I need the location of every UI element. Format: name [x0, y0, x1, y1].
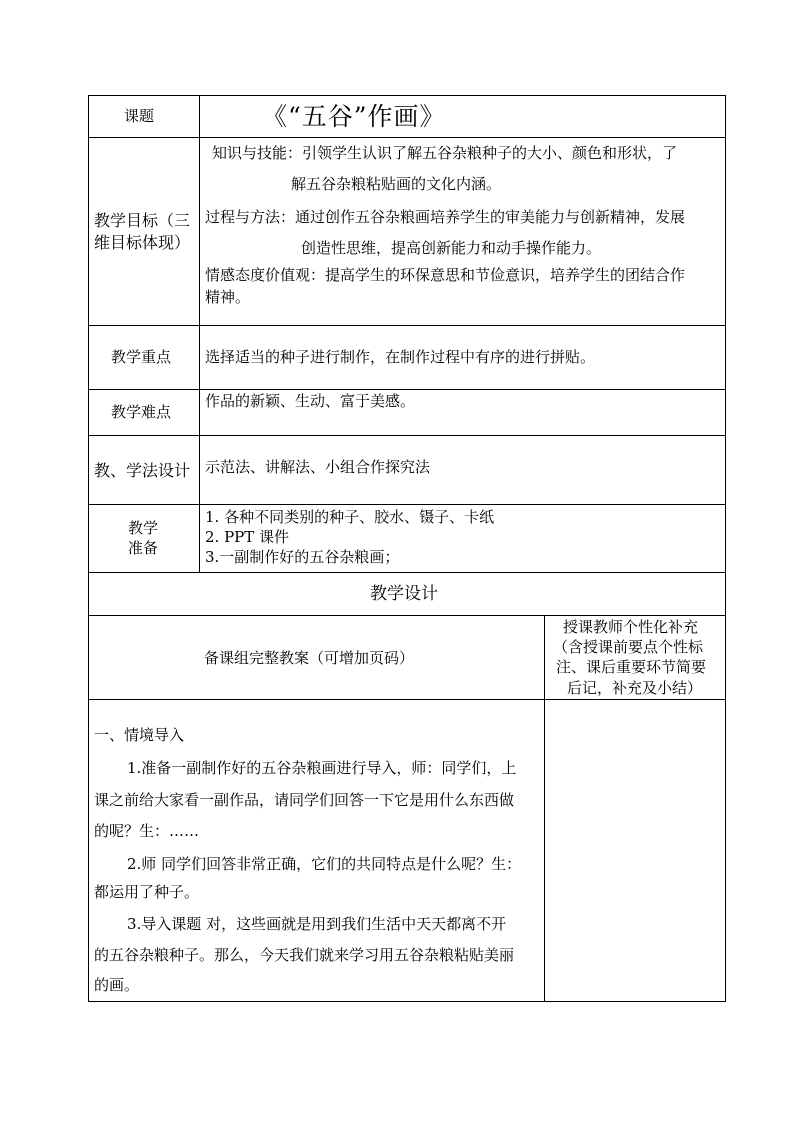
col-line [88, 95, 89, 1002]
right-header-line4: 后记，补充及小结） [567, 679, 703, 697]
preparation-item: 3.一副制作好的五谷杂粮画； [205, 548, 400, 566]
paragraph-line: 都运用了种子。 [94, 883, 200, 901]
paragraph-line: 2.师 同学们回答非常正确，它们的共同特点是什么呢？生： [127, 855, 522, 873]
row-line [88, 1001, 726, 1002]
method-label: 教、学法设计 [94, 461, 191, 480]
left-column-header: 备课组完整教案（可增加页码） [204, 649, 415, 667]
goal-process-line1: 过程与方法：通过创作五谷杂粮画培养学生的审美能力与创新精神，发展 [205, 208, 686, 226]
preparation-item: 2. PPT 课件 [205, 528, 290, 546]
right-header-line1: 授课教师个性化补充 [563, 618, 699, 636]
row-line [88, 389, 726, 390]
col-line [725, 95, 726, 1002]
paragraph-line: 的五谷杂粮种子。那么，今天我们就来学习用五谷杂粮粘贴美丽 [94, 946, 515, 964]
design-heading: 教学设计 [370, 584, 438, 604]
col-line [199, 95, 200, 573]
difficulty-text: 作品的新颖、生动、富于美感。 [205, 392, 416, 410]
row-line [88, 325, 726, 326]
preparation-item: 1. 各种不同类别的种子、胶水、镊子、卡纸 [205, 508, 495, 526]
goal-knowledge-line1: 知识与技能：引领学生认识了解五谷杂粮种子的大小、颜色和形状，了 [212, 144, 678, 162]
section-heading: 一、情境导入 [94, 726, 185, 744]
key-point-label: 教学重点 [111, 348, 172, 366]
goal-knowledge-line2: 解五谷杂粮粘贴画的文化内涵。 [291, 175, 502, 193]
goal-attitude-line2: 精神。 [205, 288, 251, 306]
paragraph-line: 的呢？生：…… [94, 822, 200, 840]
goals-label-line1: 教学目标（三 [94, 211, 191, 230]
row-line [88, 435, 726, 436]
paragraph-line: 课之前给大家看一副作品，请同学们回答一下它是用什么东西做 [94, 791, 515, 809]
right-header-line3: 注、课后重要环节简要 [556, 658, 707, 676]
right-header-line2: （含授课前要点个性标 [553, 638, 704, 656]
difficulty-label: 教学难点 [111, 403, 172, 421]
key-point-text: 选择适当的种子进行制作，在制作过程中有序的进行拼贴。 [205, 348, 596, 366]
goal-process-line2: 创造性思维，提高创新能力和动手操作能力。 [301, 239, 602, 257]
lesson-title: 《“五谷”作画》 [262, 102, 446, 131]
preparation-label-line2: 准备 [128, 539, 159, 557]
method-text: 示范法、讲解法、小组合作探究法 [205, 458, 431, 476]
paragraph-line: 的画。 [94, 976, 140, 994]
row-line [88, 137, 726, 138]
row-line [88, 699, 726, 700]
row-line [88, 572, 726, 573]
paragraph-line: 1.准备一副制作好的五谷杂粮画进行导入，师：同学们，上 [127, 759, 517, 777]
row-line [88, 504, 726, 505]
row-line [88, 95, 726, 96]
goal-attitude-line1: 情感态度价值观：提高学生的环保意思和节俭意识，培养学生的团结合作 [205, 266, 686, 284]
preparation-label-line1: 教学 [128, 519, 159, 537]
paragraph-line: 3.导入课题 对，这些画就是用到我们生活中天天都离不开 [127, 915, 507, 933]
col-line [544, 615, 545, 1002]
topic-label: 课题 [124, 107, 155, 125]
row-line [88, 615, 726, 616]
goals-label-line2: 维目标体现） [94, 233, 191, 252]
